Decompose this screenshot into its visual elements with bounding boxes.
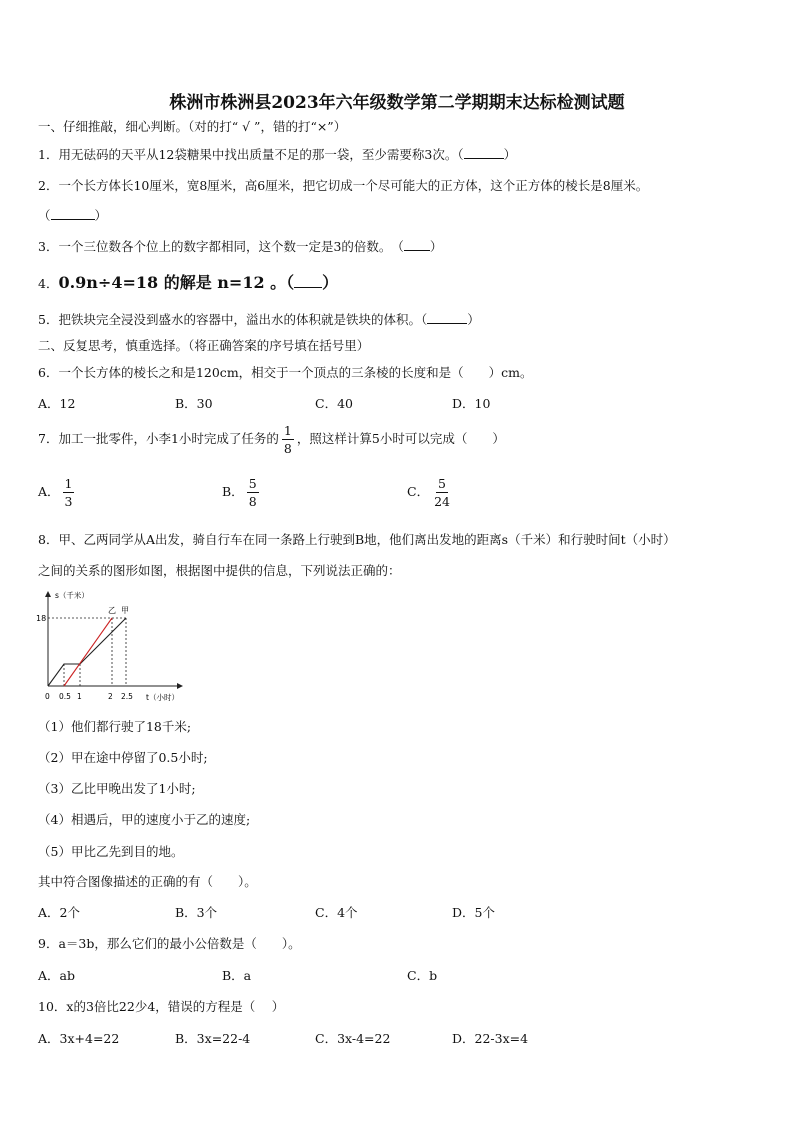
- question-5-text: 5．把铁块完全浸没到盛水的容器中，溢出水的体积就是铁块的体积。（: [38, 312, 428, 327]
- answer-blank-1[interactable]: [464, 146, 504, 159]
- x-tick-1: 1: [77, 692, 82, 701]
- series-jia: [48, 618, 126, 686]
- q8-option-a[interactable]: A．2个: [38, 905, 80, 920]
- question-4-number: 4．: [38, 276, 59, 291]
- y-axis-label: s（千米）: [55, 591, 89, 600]
- answer-blank-3[interactable]: [404, 238, 430, 251]
- q8-statement-3: （3）乙比甲晚出发了1小时;: [38, 781, 196, 796]
- q7-option-c[interactable]: C． $\frac{5}{24}$: [407, 476, 450, 509]
- q6-option-a[interactable]: A．12: [38, 396, 76, 411]
- question-3: [38, 238, 442, 256]
- x-tick-0: 0: [45, 692, 50, 701]
- x-tick-0-5: 0.5: [59, 692, 71, 701]
- question-8-prompt: 其中符合图像描述的正确的有（ ）。: [38, 874, 257, 889]
- q8-option-d[interactable]: D．5个: [452, 905, 495, 920]
- x-tick-2-5: 2.5: [121, 692, 133, 701]
- answer-blank-4[interactable]: [294, 275, 322, 288]
- question-1: [38, 146, 516, 164]
- close-paren: ）: [322, 273, 339, 292]
- question-10: 10．x的3倍比22少4，错误的方程是（ ）: [38, 999, 285, 1014]
- section2-heading: 二、反复思考，慎重选择。（将正确答案的序号填在括号里）: [38, 338, 370, 353]
- q10-option-c[interactable]: C．3x-4=22: [315, 1031, 391, 1046]
- page-title: 株洲市株洲县2023年六年级数学第二学期期末达标检测试题: [169, 93, 625, 113]
- q6-option-c[interactable]: C．40: [315, 396, 353, 411]
- q7-option-b[interactable]: B． $\frac{5}{8}$: [222, 476, 257, 509]
- q9-option-c[interactable]: C．b: [407, 968, 438, 983]
- question-8-line1: 8．甲、乙两同学从A出发，骑自行车在同一条路上行驶到B地，他们离出发地的距离s（千米）和行驶时间t（小时）: [38, 532, 676, 547]
- q9-option-a[interactable]: A．ab: [38, 968, 75, 983]
- question-7: [38, 422, 505, 456]
- x-tick-2: 2: [108, 692, 113, 701]
- q10-option-a[interactable]: A．3x+4=22: [38, 1031, 120, 1046]
- question-8-line2: 之间的关系的图形如图，根据图中提供的信息，下列说法正确的：: [38, 563, 401, 578]
- question-6: 6．一个长方体的棱长之和是120cm，相交于一个顶点的三条棱的长度和是（ ）cm。: [38, 365, 533, 380]
- y-tick-18: 18: [36, 614, 47, 623]
- x-axis-label: t（小时）: [146, 693, 179, 702]
- question-7-text-b: ，照这样计算5小时可以完成（ ）: [296, 431, 505, 446]
- q6-option-b[interactable]: B．30: [175, 396, 213, 411]
- answer-blank-2[interactable]: [51, 207, 95, 220]
- q9-option-b[interactable]: B．a: [222, 968, 252, 983]
- label-yi: 乙: [108, 606, 116, 615]
- question-4-text: 0.9n÷4=18 的解是 n=12 。（: [58, 273, 295, 292]
- q8-option-b[interactable]: B．3个: [175, 905, 218, 920]
- question-5: [38, 311, 480, 329]
- section1-heading: 一、仔细推敲，细心判断。（对的打“ √ ”，错的打“×”）: [38, 119, 347, 134]
- question-3-text: 3．一个三位数各个位上的数字都相同，这个数一定是3的倍数。 （: [38, 239, 404, 254]
- q8-statement-2: （2）甲在途中停留了0.5小时;: [38, 750, 208, 765]
- question-1-text: 1．用无砝码的天平从12袋糖果中找出质量不足的那一袋，至少需要称3次。（: [38, 147, 464, 162]
- q6-option-d[interactable]: D．10: [452, 396, 491, 411]
- close-paren: ）: [467, 312, 480, 327]
- q8-statement-5: （5）甲比乙先到目的地。: [38, 844, 184, 859]
- close-paren: ）: [429, 239, 443, 254]
- open-paren: （: [38, 208, 51, 223]
- close-paren: ）: [503, 147, 517, 162]
- question-4: [38, 274, 338, 293]
- question-9: 9．a＝3b，那么它们的最小公倍数是（ ）。: [38, 936, 301, 951]
- q7-option-a[interactable]: A． $\frac{1}{3}$: [38, 476, 73, 509]
- q10-option-d[interactable]: D．22-3x=4: [452, 1031, 529, 1046]
- distance-time-graph: [30, 588, 190, 706]
- series-yi: [64, 618, 112, 686]
- fraction-one-eighth: $\frac{1}{8}$: [283, 423, 292, 456]
- question-2-line2: [38, 207, 107, 225]
- label-jia: 甲: [121, 606, 129, 615]
- question-7-text-a: 7．加工一批零件，小李1小时完成了任务的: [38, 431, 279, 446]
- close-paren: ）: [94, 208, 108, 223]
- q8-option-c[interactable]: C．4个: [315, 905, 358, 920]
- answer-blank-5[interactable]: [427, 311, 467, 324]
- q8-statement-4: （4）相遇后，甲的速度小于乙的速度;: [38, 812, 251, 827]
- q10-option-b[interactable]: B．3x=22-4: [175, 1031, 251, 1046]
- question-2-line1: 2．一个长方体长10厘米，宽8厘米，高6厘米，把它切成一个尽可能大的正方体，这个正方体的棱长是8厘米。: [38, 178, 649, 193]
- q8-statement-1: （1）他们都行驶了18千米;: [38, 719, 192, 734]
